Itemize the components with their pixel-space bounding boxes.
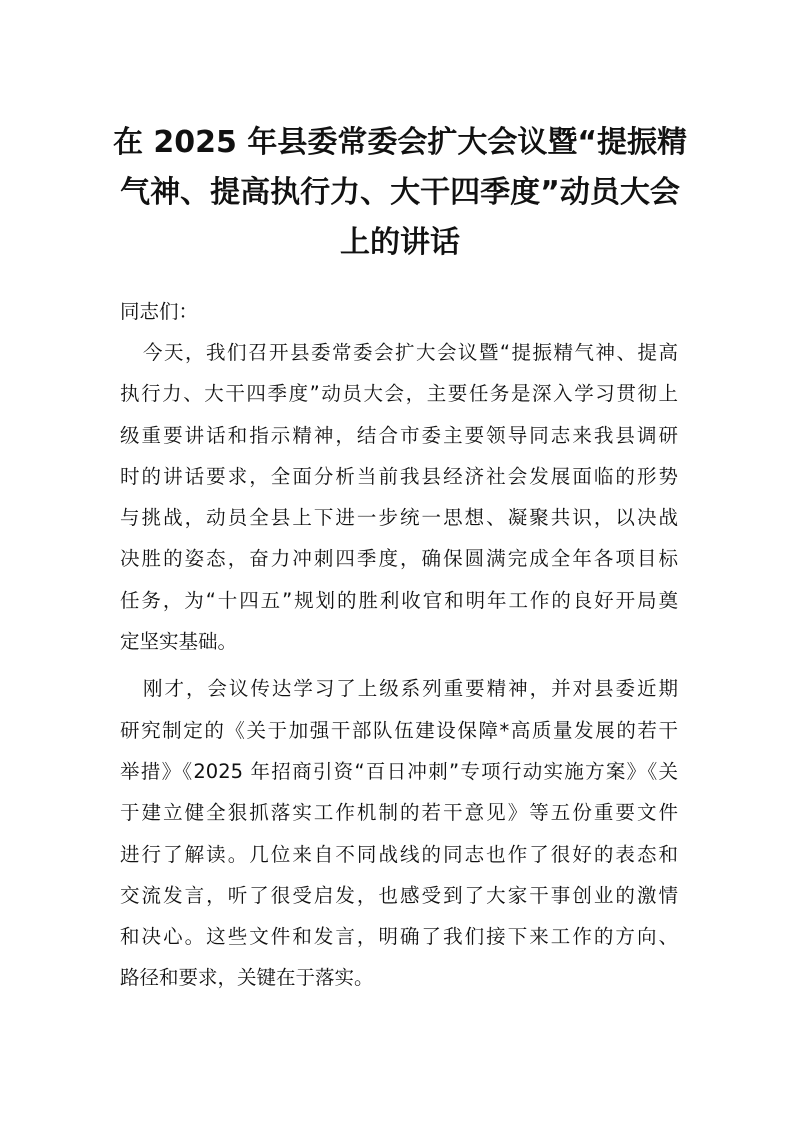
paragraph-line: 时的讲话要求，全面分析当前我县经济社会发展面临的形势 — [120, 464, 678, 488]
paragraph-line: 于建立健全狠抓落实工作机制的若干意见》等五份重要文件 — [120, 801, 678, 825]
paragraph-line: 路径和要求，关键在于落实。 — [120, 966, 374, 990]
paragraph-line: 级重要讲话和指示精神，结合市委主要领导同志来我县调研 — [120, 423, 678, 447]
paragraph-line: 举措》《2025 年招商引资“百日冲刺”专项行动实施方案》《关 — [120, 759, 678, 783]
paragraph-line: 交流发言，听了很受启发，也感受到了大家干事创业的激情 — [120, 883, 678, 907]
paragraph — [120, 332, 678, 662]
paragraph-line: 和决心。这些文件和发言，明确了我们接下来工作的方向、 — [120, 925, 678, 949]
document-body — [120, 291, 678, 999]
paragraph-line: 执行力、大干四季度”动员大会，主要任务是深入学习贯彻上 — [120, 382, 678, 406]
paragraph-line: 决胜的姿态，奋力冲刺四季度，确保圆满完成全年各项目标 — [120, 547, 678, 571]
paragraph-line: 研究制定的《关于加强干部队伍建设保障*高质量发展的若干 — [120, 718, 678, 742]
title-line: 在 2025 年县委常委会扩大会议暨“提振精 — [112, 125, 688, 160]
paragraph-line: 与挑战，动员全县上下进一步统一思想、凝聚共识，以决战 — [120, 506, 678, 530]
paragraph — [120, 668, 678, 998]
salutation: 同志们： — [120, 300, 199, 323]
paragraph-line: 今天，我们召开县委常委会扩大会议暨“提振精气神、提高 — [143, 341, 678, 364]
title-line: 气神、提高执行力、大干四季度”动员大会 — [120, 175, 680, 210]
paragraph-line: 定坚实基础。 — [120, 630, 238, 654]
document-title — [110, 118, 690, 268]
paragraph-line: 刚才，会议传达学习了上级系列重要精神，并对县委近期 — [143, 677, 678, 701]
paragraph-line: 任务，为“十四五”规划的胜利收官和明年工作的良好开局奠 — [120, 588, 678, 612]
paragraph-line: 进行了解读。几位来自不同战线的同志也作了很好的表态和 — [120, 842, 678, 866]
title-line: 上的讲话 — [340, 225, 460, 260]
